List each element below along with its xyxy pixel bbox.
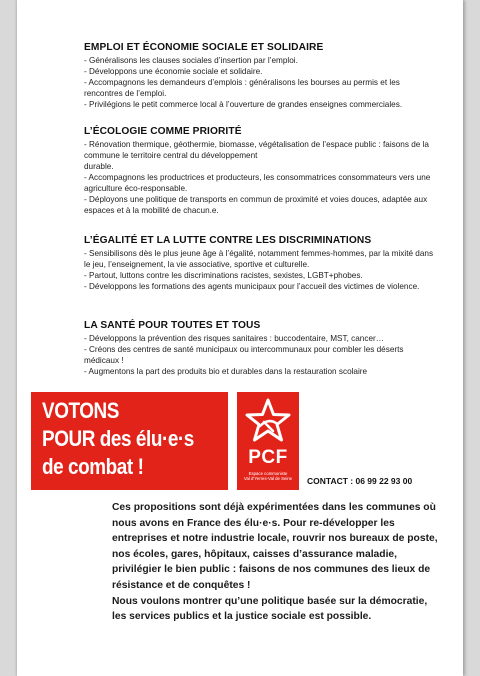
section-line: - Sensibilisons dès le plus jeune âge à l’égalité, notamment femmes-hommes, par la mixité dans le jeu, l’enseignement, la vie associative, sportive et culturelle. [84, 249, 434, 269]
section-line: - Généralisons les clauses sociales d’insertion par l’emploi. [84, 56, 298, 65]
section-line: - Privilégions le petit commerce local à l’ouverture de grandes enseignes commerciales. [84, 100, 403, 109]
section-title: L’ÉGALITÉ ET LA LUTTE CONTRE LES DISCRIMINATIONS [84, 235, 372, 246]
section-line: - Accompagnons les productrices et producteurs, les consommatrices consommateurs vers une agriculture éco-responsable. [84, 173, 431, 193]
closing-paragraph: Nous voulons montrer qu’une politique basée sur la démocratie, les services publics et la justice sociale est possible. [112, 595, 428, 623]
section-sante [84, 320, 434, 377]
section-line: - Rénovation thermique, géothermie, biomasse, végétalisation de l’espace public : faisons de la commune le territoire central du développement [84, 140, 429, 160]
section-line: - Partout, luttons contre les discriminations racistes, sexistes, LGBT+phobes. [84, 271, 363, 280]
section-line: - Développons les formations des agents municipaux pour l’accueil des victimes de violence. [84, 282, 420, 291]
section-title: EMPLOI ET ÉCONOMIE SOCIALE ET SOLIDAIRE [84, 42, 324, 53]
banner-line-1: VOTONS [42, 398, 119, 423]
section-title: LA SANTÉ POUR TOUTES ET TOUS [84, 320, 261, 331]
closing-text [112, 500, 442, 625]
pcf-logo [237, 392, 299, 490]
contact-phone: CONTACT : 06 99 22 93 00 [307, 476, 413, 486]
logo-name: PCF [248, 447, 288, 468]
section-line: - Accompagnons les demandeurs d’emplois : généralisons les bourses au permis et les rencontres de l’emploi. [84, 78, 400, 98]
logo-subtitle-line-2: Val d’Yerres-Val de Seine [243, 476, 293, 481]
logo-subtitle-line-1: Espace communiste [248, 471, 288, 476]
section-egalite [84, 235, 434, 292]
section-ecologie [84, 126, 434, 216]
star-icon [243, 396, 293, 446]
section-line: - Déployons une politique de transports en commun de proximité et voies douces, adaptée aux espaces et à la mobilité de chacun.e. [84, 195, 428, 215]
section-line: - Développons une économie sociale et solidaire. [84, 67, 263, 76]
section-line: durable. [84, 162, 114, 171]
closing-paragraph: Ces propositions sont déjà expérimentées dans les communes où nous avons en France des élu·e·s. Pour re-développer les entreprises et notre industrie locale, rouvrir nos bureaux de poste, nos écoles, gares, hôpitaux, caisses d’assurance maladie, privilégier le bien public : faisons de nos communes des lieux de résistance et de conquêtes ! [112, 502, 438, 591]
section-line: - Développons la prévention des risques sanitaires : buccodentaire, MST, cancer… [84, 334, 384, 343]
section-title: L’ÉCOLOGIE COMME PRIORITÉ [84, 126, 242, 137]
section-line: - Créons des centres de santé municipaux ou intercommunaux pour combler les déserts médicaux ! [84, 345, 404, 365]
banner-line-2: POUR des élu·e·s [42, 426, 194, 451]
slogan-banner [31, 392, 228, 490]
banner-line-3: de combat ! [42, 454, 144, 479]
section-emploi [84, 42, 434, 110]
section-line: - Augmentons la part des produits bio et durables dans la restauration scolaire [84, 367, 368, 376]
logo-subtitle [239, 471, 297, 481]
